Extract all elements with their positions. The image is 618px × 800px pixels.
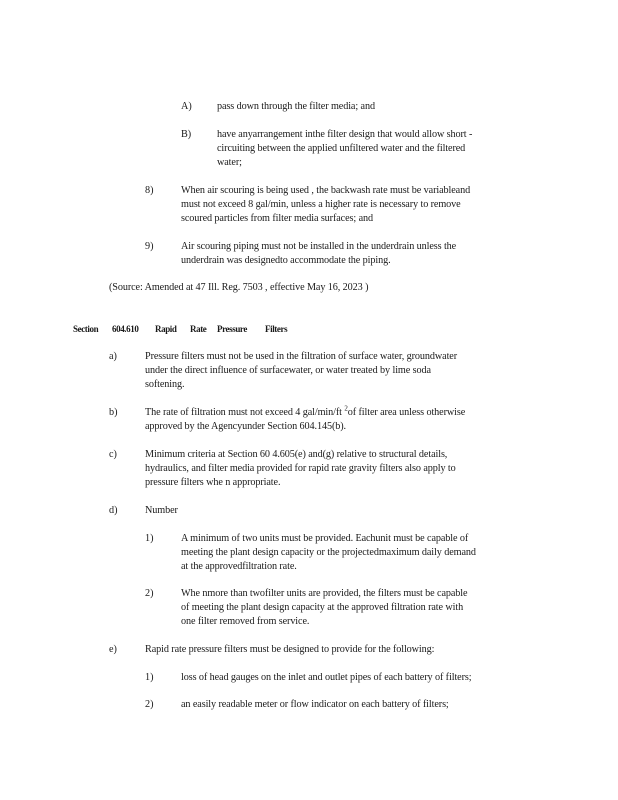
item-label-e2: 2) — [145, 699, 154, 710]
item-d1-line-1: A minimum of two units must be provided. Eachunit must be capable of — [181, 533, 469, 544]
item-d1-line-2: meeting the plant design capacity or the projectedmaximum daily demand — [181, 547, 476, 558]
item-b-line-1-pre: The rate of filtration must not exceed 4 gal/min/ft — [145, 407, 345, 418]
item-d2-line-2: of meeting the plant design capacity at the approved filtration rate with — [181, 602, 464, 613]
item-d2-line-3: one filter removed from service. — [181, 616, 310, 627]
item-B-line-1: have anyarrangement inthe filter design that would allow short - — [217, 129, 473, 140]
section-number: 604.610 — [112, 324, 139, 334]
item-label-A: A) — [181, 101, 192, 112]
item-label-B: B) — [181, 129, 192, 140]
section-title-word-3: Pressure — [217, 324, 247, 334]
section-word: Section — [73, 324, 99, 334]
item-a-line-1: Pressure filters must not be used in the filtration of surface water, groundwater — [145, 351, 458, 362]
item-label-b: b) — [109, 407, 118, 418]
item-label-e: e) — [109, 644, 117, 655]
item-b-line-1-post: of filter area unless otherwise — [347, 407, 466, 418]
source-note: (Source: Amended at 47 Ill. Reg. 7503 , effective May 16, 2023 ) — [109, 282, 369, 293]
section-title-word-4: Filters — [265, 324, 288, 334]
item-c-line-3: pressure filters whe n appropriate. — [145, 477, 281, 488]
item-8-line-2: must not exceed 8 gal/min, unless a higher rate is necessary to remove — [181, 199, 461, 210]
item-a-line-2: under the direct influence of surfacewater, or water treated by lime soda — [145, 365, 431, 376]
item-B-line-3: water; — [217, 157, 242, 168]
section-title-word-1: Rapid — [155, 324, 177, 334]
superscript-2: 2 — [344, 404, 348, 413]
item-a-line-3: softening. — [145, 379, 185, 390]
item-label-9: 9) — [145, 241, 154, 252]
item-d1-line-3: at the approvedfiltration rate. — [181, 561, 297, 572]
section-title-word-2: Rate — [190, 324, 207, 334]
item-e-line-1: Rapid rate pressure filters must be designed to provide for the following: — [145, 644, 435, 655]
item-label-8: 8) — [145, 185, 154, 196]
item-b-line-1 — [145, 406, 465, 420]
item-label-d2: 2) — [145, 588, 154, 599]
item-B-line-2: circuiting between the applied unfiltered water and the filtered — [217, 143, 466, 154]
item-label-e1: 1) — [145, 672, 154, 683]
item-label-d: d) — [109, 505, 118, 516]
item-9-line-2: underdrain was designedto accommodate the piping. — [181, 255, 391, 266]
item-e2-line-1: an easily readable meter or flow indicator on each battery of filters; — [181, 699, 449, 710]
item-8-line-1: When air scouring is being used , the backwash rate must be variableand — [181, 185, 471, 196]
item-b-line-2: approved by the Agencyunder Section 604.145(b). — [145, 421, 346, 432]
item-A-line-1: pass down through the filter media; and — [217, 101, 375, 112]
item-d-line-1: Number — [145, 505, 178, 516]
item-label-a: a) — [109, 351, 117, 362]
item-8-line-3: scoured particles from filter media surfaces; and — [181, 213, 373, 224]
item-label-d1: 1) — [145, 533, 154, 544]
item-label-c: c) — [109, 449, 117, 460]
item-c-line-1: Minimum criteria at Section 60 4.605(e) and(g) relative to structural details, — [145, 449, 448, 460]
item-9-line-1: Air scouring piping must not be installed in the underdrain unless the — [181, 241, 457, 252]
item-e1-line-1: loss of head gauges on the inlet and outlet pipes of each battery of filters; — [181, 672, 472, 683]
item-d2-line-1: Whe nmore than twofilter units are provided, the filters must be capable — [181, 588, 468, 599]
item-c-line-2: hydraulics, and filter media provided for rapid rate gravity filters also apply to — [145, 463, 456, 474]
